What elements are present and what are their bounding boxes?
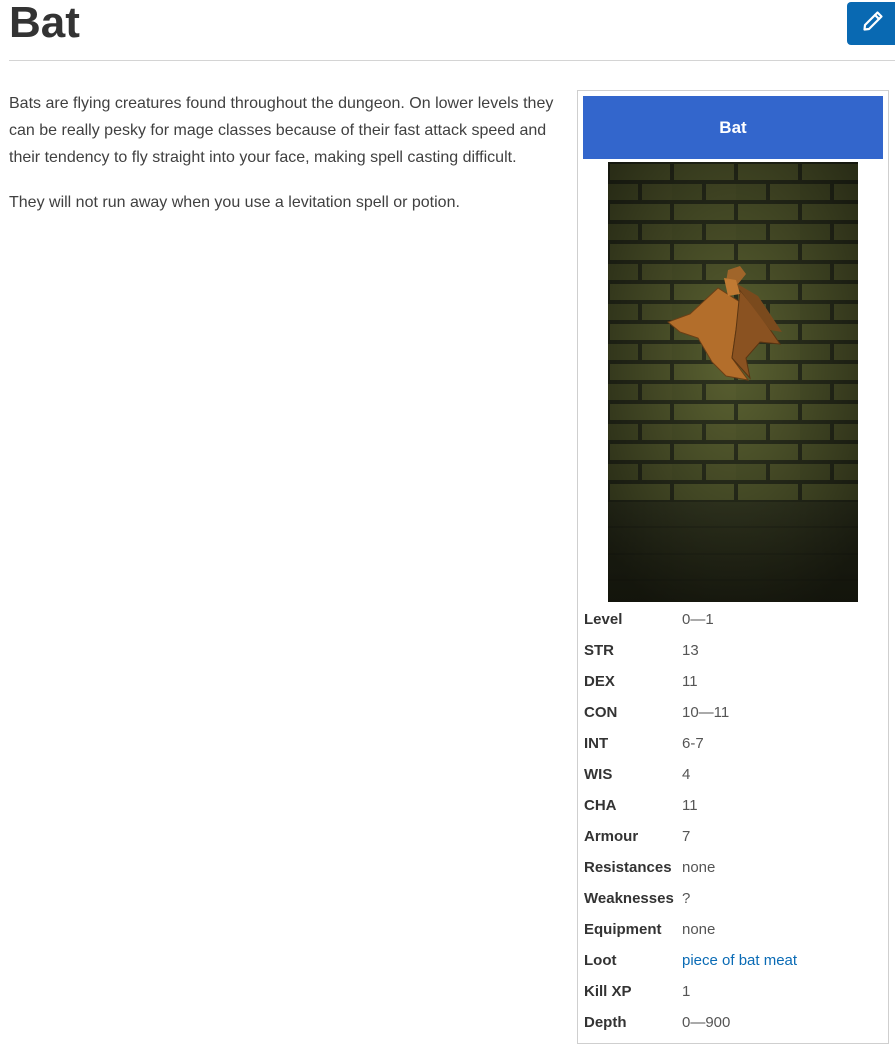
page-title: Bat (9, 0, 80, 47)
stat-row-level (584, 604, 884, 635)
stat-label: WIS (584, 766, 613, 783)
stat-label: CON (584, 704, 618, 721)
edit-button[interactable] (847, 2, 895, 45)
stat-row-resistances (584, 852, 884, 883)
stat-row-dex (584, 666, 884, 697)
stat-value: none (682, 921, 716, 938)
article-paragraph: They will not run away when you use a levitation spell or potion. (9, 194, 460, 211)
stat-label: Kill XP (584, 983, 632, 1000)
stat-value: 7 (682, 828, 691, 845)
stat-row-depth (584, 1007, 884, 1038)
bat-image[interactable] (608, 162, 858, 602)
stat-value: 13 (682, 642, 699, 659)
stat-label: Weaknesses (584, 890, 674, 907)
loot-link[interactable]: piece of bat meat (682, 952, 798, 969)
stat-label: INT (584, 735, 609, 752)
title-divider (9, 60, 895, 61)
stat-row-con (584, 697, 884, 728)
stat-row-loot (584, 945, 884, 976)
stat-label: Resistances (584, 859, 672, 876)
stat-value: 4 (682, 766, 691, 783)
infobox-header: Bat (583, 96, 883, 159)
stat-label: Level (584, 611, 623, 628)
article-paragraph: Bats are flying creatures found throughout the dungeon. On lower levels they can be really pesky for mage classes because of their fast attack speed and their tendency to fly straight into your face, making spell casting difficult. (9, 95, 554, 166)
stat-label: STR (584, 642, 614, 659)
stat-label: Equipment (584, 921, 662, 938)
stat-row-cha (584, 790, 884, 821)
stat-value: 10—11 (682, 704, 730, 721)
infobox (577, 90, 889, 1044)
stat-value: 1 (682, 983, 691, 1000)
article-body (9, 90, 559, 234)
stat-value: 0—1 (682, 611, 714, 628)
stat-row-equipment (584, 914, 884, 945)
stat-label: CHA (584, 797, 617, 814)
stat-label: Depth (584, 1014, 627, 1031)
stat-label: DEX (584, 673, 615, 690)
pencil-icon (861, 9, 885, 38)
stat-row-wis (584, 759, 884, 790)
stat-row-weaknesses (584, 883, 884, 914)
stat-value: 11 (682, 797, 698, 814)
stat-row-kill-xp (584, 976, 884, 1007)
stat-value: none (682, 859, 716, 876)
stat-value: 6-7 (682, 735, 704, 752)
stat-value: ? (682, 890, 691, 907)
stat-label: Armour (584, 828, 639, 845)
stat-label: Loot (584, 952, 617, 969)
stat-row-armour (584, 821, 884, 852)
stat-row-str (584, 635, 884, 666)
stat-value: 0—900 (682, 1014, 731, 1031)
stat-row-int (584, 728, 884, 759)
stats-table (584, 604, 884, 1038)
stat-value: 11 (682, 673, 698, 690)
